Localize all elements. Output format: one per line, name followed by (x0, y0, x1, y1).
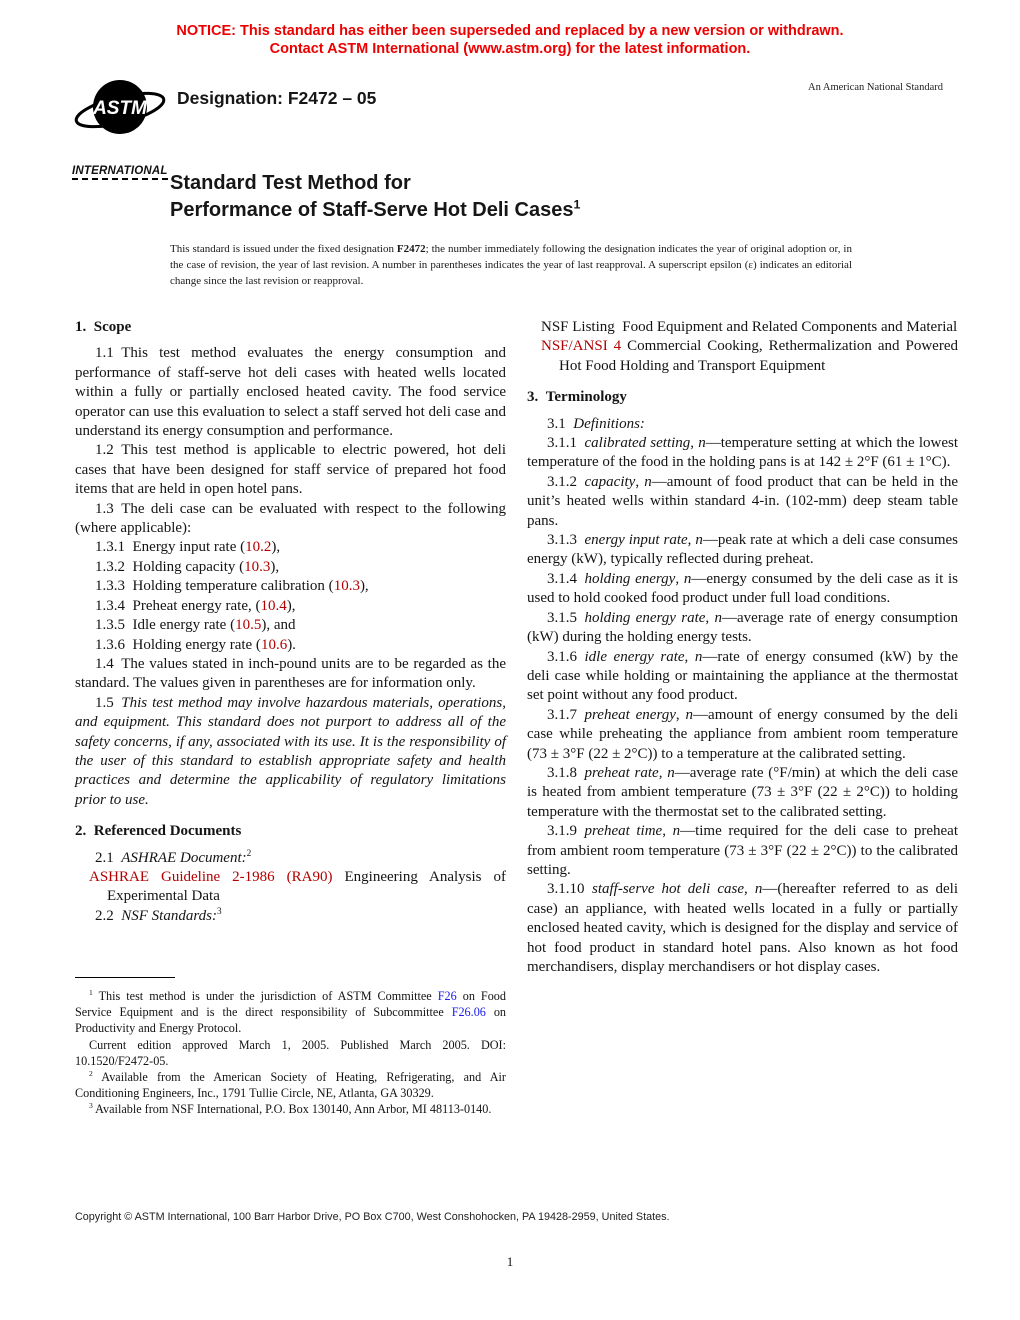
cross-reference-link[interactable]: 10.6 (260, 636, 288, 653)
designation-text: Designation: F2472 – 05 (177, 88, 377, 108)
text-segment: 3.1.10 (547, 881, 592, 898)
text-segment: Engineering Analysis of Experimental Data (107, 868, 506, 905)
text-segment: Available from NSF International, P.O. Box 130140, Ann Arbor, MI 48113-0140. (92, 1102, 492, 1117)
text-segment: , (690, 435, 699, 452)
text-segment: 2. Referenced Documents (75, 823, 242, 840)
cross-reference-link[interactable]: F26.06 (451, 1005, 486, 1020)
paragraph (527, 415, 958, 434)
text-segment: energy input rate (584, 532, 688, 549)
text-segment: , (744, 881, 755, 898)
paragraph (75, 1037, 506, 1069)
issuance-paragraph (170, 242, 852, 289)
text-segment: preheat energy (584, 706, 676, 723)
text-segment: Current edition approved March 1, 2005. Published March 2005. DOI: 10.1520/F2472-05. (75, 1037, 506, 1068)
title-line-1: Standard Test Method for (170, 172, 411, 194)
text-segment: , (635, 473, 645, 490)
astm-logo-international-label: INTERNATIONAL (72, 165, 168, 180)
text-segment: 3.1.3 (547, 532, 585, 549)
astm-logo-icon (72, 74, 168, 156)
text-segment: 1.5 (95, 694, 122, 711)
text-segment: 3.1.5 (547, 609, 585, 626)
left-column (75, 318, 506, 926)
paragraph (527, 473, 958, 531)
text-segment: 1.3.1 Energy input rate ( (95, 539, 246, 556)
text-segment: 2 (89, 1068, 93, 1078)
paragraph (75, 907, 506, 926)
text-segment: n (683, 570, 692, 587)
paragraph (75, 597, 506, 616)
paragraph (527, 822, 958, 880)
text-segment: staff-serve hot deli case (592, 881, 745, 898)
cross-reference-link[interactable]: 10.2 (245, 539, 272, 556)
text-segment: preheat rate (584, 764, 659, 781)
text-segment: 3.1.8 (547, 764, 585, 781)
text-segment: —(hereafter referred to as deli case) an appliance, with heated wells located in a fully or partially enclosed heated cavity, which is designed for the display and service of hot food product in standard hotel pans. Also known as hot food merchandisers, display merchandisers or hot display cases. (527, 881, 959, 975)
text-segment: , (687, 532, 696, 549)
section-heading (75, 822, 506, 841)
paragraph (75, 538, 506, 557)
text-segment: , (658, 764, 668, 781)
paragraph (527, 764, 958, 822)
text-segment: calibrated setting (584, 435, 691, 452)
cross-reference-link[interactable]: 10.5 (235, 617, 262, 634)
text-segment: , (684, 648, 695, 665)
paragraph (527, 648, 958, 706)
paragraph (527, 880, 958, 977)
text-segment: 1.3 The deli case can be evaluated with respect to the following (where applicable): (75, 500, 506, 537)
cross-reference-link[interactable]: F26 (437, 989, 457, 1003)
paragraph (75, 558, 506, 577)
text-segment: 3 (89, 1101, 93, 1111)
paragraph (75, 441, 506, 499)
text-segment: 3.1.1 (547, 435, 585, 452)
paragraph (527, 337, 958, 376)
text-segment: n (698, 435, 706, 452)
paragraph (527, 434, 958, 473)
text-segment: —peak rate at which a deli case consumes energy (kW), typically reflected during preheat. (527, 532, 958, 568)
copyright-line: Copyright © ASTM International, 100 Barr Harbor Drive, PO Box C700, West Conshohocken, PA 19428-2959, United States. (75, 1211, 670, 1223)
text-segment: —time required for the deli case to preheat from ambient room temperature (73 ± 3°F (22 ± 2°C)) to the calibrated setting. (527, 823, 958, 878)
text-segment: , (662, 823, 673, 840)
text-segment: ), and (261, 617, 296, 634)
text-segment: 1.3.3 Holding temperature calibration ( (95, 578, 334, 595)
text-segment: holding energy rate (584, 609, 706, 626)
paragraph (75, 849, 506, 868)
cross-reference-link[interactable]: 10.3 (244, 558, 271, 575)
text-segment: 1.3.6 Holding energy rate ( (95, 636, 261, 653)
text-segment: 1.3.5 Idle energy rate ( (95, 617, 236, 634)
text-segment: 2.1 (95, 849, 122, 866)
page-number: 1 (506, 1254, 514, 1269)
text-segment: Performance of Staff-Serve Hot Deli Cases (170, 199, 574, 221)
paragraph (527, 570, 958, 609)
text-segment: n (644, 473, 652, 490)
paragraph (527, 706, 958, 764)
section-heading (75, 318, 506, 337)
paragraph (75, 655, 506, 694)
superseded-notice (0, 22, 1020, 58)
astm-logo (72, 74, 168, 180)
paragraph (75, 1069, 506, 1101)
text-segment: 3.1.9 (547, 823, 585, 840)
text-segment: ), (286, 597, 296, 614)
footnote-divider (75, 977, 175, 978)
text-segment: 1.3.2 Holding capacity ( (95, 558, 245, 575)
text-segment: n (714, 609, 723, 626)
right-column (527, 318, 958, 977)
text-segment: 1. Scope (75, 319, 132, 335)
cross-reference-link[interactable]: NSF/ANSI 4 (541, 338, 622, 355)
text-segment: ). (287, 636, 296, 653)
text-segment: ; the number immediately following the designation indicates the year of original adoption or, in the case of revision, the year of last revision. A number in parentheses indicates the year of last reapproval. A superscript epsilon (ε) indicates an editorial change since the last revision or reapproval. (170, 243, 852, 287)
text-segment: n (667, 764, 675, 781)
text-segment: 1.2 This test method is applicable to electric powered, hot deli cases that have been designed for staff service of prepared hot food items that are held in open hotel pans. (75, 442, 506, 498)
paragraph (75, 868, 506, 907)
text-segment: This test method may involve hazardous materials, operations, and equipment. This standard does not purport to address all of the safety concerns, if any, associated with its use. It is the responsibility of the user of this standard to establish appropriate safety and health practices and determine the applicability of regulatory limitations prior to use. (75, 694, 506, 808)
text-segment: This standard is issued under the fixed designation (170, 243, 397, 255)
text-segment: ), (270, 558, 280, 575)
text-segment: 3 (216, 906, 222, 917)
paragraph (75, 694, 506, 810)
text-segment: —rate of energy consumed (kW) by the deli case while holding or maintaining the appliance at the thermostat set point without any food product. (527, 648, 958, 704)
text-segment: 3.1.4 (547, 570, 585, 587)
text-segment: , (675, 706, 686, 723)
text-segment: , (705, 609, 715, 626)
text-segment: n (685, 706, 694, 723)
text-segment: NSF Standards: (121, 907, 217, 924)
text-segment: , (675, 570, 684, 587)
text-segment: —temperature setting at which the lowest temperature of the food in the holding pans is at 142 ± 2°F (61 ± 1°C). (527, 435, 959, 471)
text-segment: on Food Service Equipment and is the direct responsibility of Subcommittee (75, 989, 506, 1020)
text-segment: 3.1.2 (547, 473, 585, 490)
text-segment: 1 (89, 987, 93, 997)
section-heading (527, 388, 958, 407)
text-segment: 3. Terminology (527, 389, 627, 406)
text-segment: n (672, 823, 681, 840)
paragraph (75, 988, 506, 1037)
text-segment: holding energy (584, 570, 676, 587)
cross-reference-link[interactable]: 10.4 (260, 597, 287, 614)
text-segment: n (695, 532, 703, 549)
text-segment: —average rate (°F/min) at which the deli case is heated from ambient temperature (73 ± 3°F (22 ± 2°C)) to holding temperature with the thermostat set to the calibrated setting. (527, 764, 958, 820)
text-segment: ASHRAE Document: (121, 849, 247, 866)
text-segment: 2.2 (95, 907, 122, 924)
paragraph (75, 344, 506, 441)
national-standard-label: An American National Standard (807, 82, 943, 93)
text-segment: capacity (584, 473, 636, 490)
text-segment: idle energy rate (584, 648, 685, 665)
cross-reference-link[interactable]: 10.3 (333, 578, 360, 595)
text-segment: NSF Listing Food Equipment and Related Components and Material (541, 319, 958, 335)
paragraph (527, 609, 958, 648)
text-segment: 1 (573, 197, 581, 212)
paragraph (75, 577, 506, 596)
paragraph (75, 1101, 506, 1117)
paragraph (75, 500, 506, 539)
text-segment: 3.1 (547, 415, 574, 432)
text-segment: ), (271, 539, 281, 556)
text-segment: Commercial Cooking, Rethermalization and Powered Hot Food Holding and Transport Equipment (559, 338, 958, 374)
paragraph (527, 318, 958, 337)
footnotes (75, 988, 506, 1118)
text-segment: 2 (246, 848, 252, 859)
text-segment: Definitions: (573, 415, 645, 432)
text-segment: 1.1 This test method evaluates the energy consumption and performance of staff-serve hot deli cases with heated wells located within a fully or partially enclosed heated cavity. The food service operator can use this evaluation to select a staff served hot deli case and understand its energy consumption and performance. (75, 345, 506, 440)
text-segment: F2472 (396, 243, 426, 255)
text-segment: 3.1.7 (547, 706, 585, 723)
text-segment: —energy consumed by the deli case as it is used to hold cooked food product under full load conditions. (527, 570, 958, 607)
text-segment: n (694, 648, 703, 665)
text-segment: Available from the American Society of Heating, Refrigerating, and Air Conditioning Engineers, Inc., 1791 Tullie Circle, NE, Atlanta, GA 30329. (75, 1070, 506, 1101)
text-segment: ), (359, 578, 369, 595)
text-segment: preheat time (584, 823, 663, 840)
notice-line-1: NOTICE: This standard has either been superseded and replaced by a new version or withdrawn. (176, 23, 844, 39)
text-segment: —amount of food product that can be held in the unit’s heated wells within standard 4-in. (102-mm) deep steam table pans. (527, 473, 958, 529)
text-segment: 1.4 The values stated in inch-pound units are to be regarded as the standard. The values given in parentheses are for information only. (75, 655, 506, 692)
paragraph (75, 636, 506, 655)
text-segment: —average rate of energy consumption (kW) during the holding energy tests. (527, 609, 958, 646)
document-title (170, 170, 580, 224)
text-segment: This test method is under the jurisdiction of ASTM Committee (92, 989, 438, 1003)
text-segment: n (754, 881, 763, 898)
cross-reference-link[interactable]: ASHRAE Guideline 2-1986 (RA90) (89, 868, 333, 885)
notice-line-2: Contact ASTM International (www.astm.org) for the latest information. (269, 41, 751, 57)
text-segment: on Productivity and Energy Protocol. (75, 1005, 507, 1036)
text-segment: —amount of energy consumed by the deli case while preheating the appliance from ambient room temperature (73 ± 3°F (22 ± 2°C)) to a temperature at the calibrated setting. (527, 706, 958, 762)
text-segment: 3.1.6 (547, 648, 585, 665)
title-line-2 (170, 197, 580, 224)
paragraph (75, 616, 506, 635)
svg-text:ASTM: ASTM (93, 98, 147, 119)
text-segment: 1.3.4 Preheat energy rate, ( (95, 597, 261, 614)
paragraph (527, 531, 958, 570)
